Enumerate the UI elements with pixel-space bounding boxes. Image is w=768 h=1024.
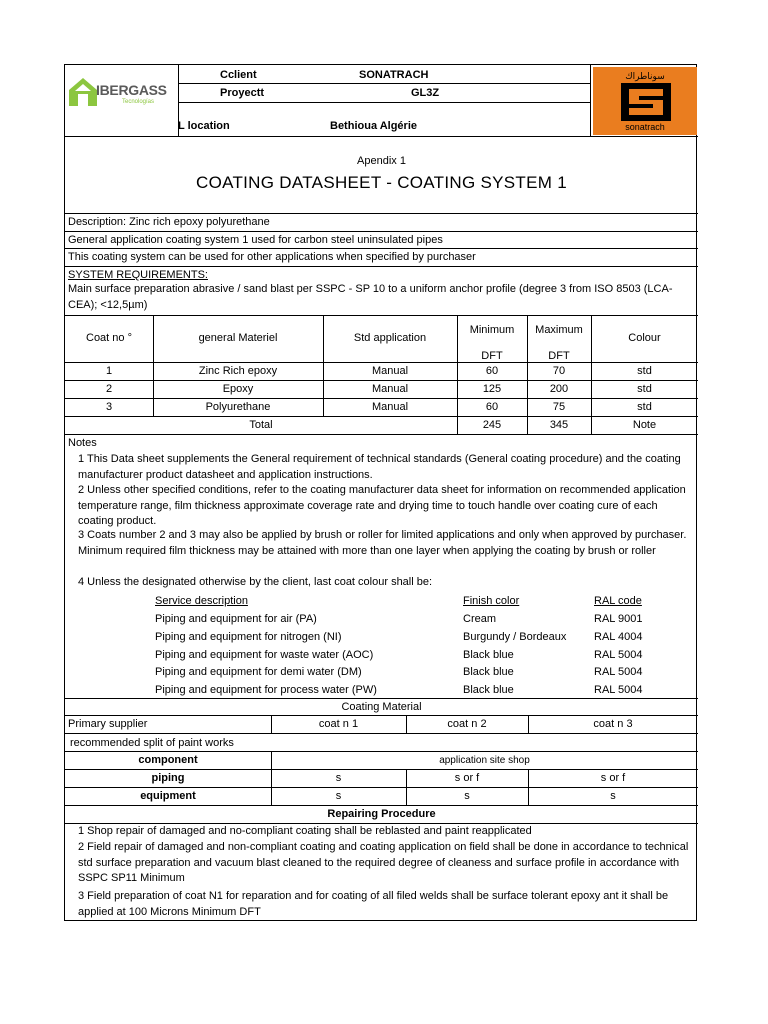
- colour-table-cell: RAL 5004: [594, 666, 643, 678]
- client-value: SONATRACH: [359, 69, 429, 81]
- divider: [65, 380, 698, 381]
- colour-table-cell: Black blue: [463, 666, 514, 678]
- sonatrach-emblem-icon: [621, 83, 671, 121]
- coat-table-cell: 2: [105, 383, 113, 395]
- coat-table-cell: Manual: [371, 401, 409, 413]
- colour-table-header-ral: RAL code: [594, 595, 642, 607]
- project-label: Proyectt: [220, 87, 265, 99]
- divider: [178, 83, 590, 84]
- note-item: 4 Unless the designated otherwise by the client, last coat colour shall be:: [78, 576, 433, 588]
- colour-table-cell: Piping and equipment for waste water (AOC): [155, 649, 374, 661]
- coat-table-cell: Manual: [371, 365, 409, 377]
- colour-table-header-service: Service description: [155, 595, 248, 607]
- coat-3-label: coat n 3: [593, 718, 633, 730]
- coat-table-cell: std: [637, 365, 652, 377]
- note-item: 3 Coats number 2 and 3 may also be applied by brush or roller for limited applications and only when approved by purchaser. Minimum required film thickness may be attained with more than one layer when applying the coating by brush or roller: [78, 529, 687, 557]
- note-item: 2 Unless other specified conditions, refer to the coating manufacturer data sheet for information on recommended application temperature range, film thickness approximate coverage rate and drying time to touch handle over coating cure of each coating product.: [78, 484, 686, 527]
- coat-table-cell: Zinc Rich epoxy: [198, 365, 278, 377]
- system-requirements-text: Main surface preparation abrasive / sand blast per SSPC - SP 10 to a uniform anchor profile (degree 3 from ISO 8503 (LCA-CEA); <12,5µm): [68, 283, 673, 311]
- split-cell: s or f: [454, 772, 480, 784]
- colour-table-header-finish: Finish color: [463, 595, 520, 607]
- repair-item: 1 Shop repair of damaged and no-compliant coating shall be reblasted and paint reapplicated: [78, 825, 532, 837]
- appendix-label: Apendix 1: [357, 155, 406, 167]
- coating-datasheet: [64, 64, 697, 921]
- colour-table-cell: Piping and equipment for process water (PW): [155, 684, 377, 696]
- colour-table-cell: Black blue: [463, 649, 514, 661]
- coat-table-cell: Polyurethane: [205, 401, 271, 413]
- divider: [65, 231, 698, 232]
- divider: [65, 266, 698, 267]
- coat-table-cell: std: [637, 383, 652, 395]
- colour-table-cell: RAL 5004: [594, 684, 643, 696]
- divider: [65, 715, 698, 716]
- sonatrach-logo: [593, 67, 697, 135]
- coat-table-total-note: Note: [632, 419, 657, 431]
- divider: [65, 733, 698, 734]
- repair-item: 2 Field repair of damaged and non-compliant coating and coating application on field shall be done in accordance to technical std surface preparation and vacuum blast cleaned to the required degree of cleaness and surface profile in accordance with SSPC SP11 Minimum: [78, 841, 689, 884]
- coat-table-header-min: Minimum: [469, 324, 515, 336]
- coat-table-header-min-unit: DFT: [481, 350, 503, 362]
- client-label: Cclient: [220, 69, 257, 81]
- divider: [65, 416, 698, 417]
- primary-supplier-label: Primary supplier: [68, 718, 148, 730]
- divider: [65, 248, 698, 249]
- divider: [65, 787, 698, 788]
- split-cell: s: [335, 790, 342, 802]
- description-line: General application coating system 1 used for carbon steel uninsulated pipes: [68, 234, 443, 246]
- colour-table-cell: RAL 4004: [594, 631, 643, 643]
- coat-1-label: coat n 1: [318, 718, 359, 730]
- paint-split-label: recommended split of paint works: [70, 737, 234, 749]
- colour-table-cell: Black blue: [463, 684, 514, 696]
- coat-table-cell: std: [637, 401, 652, 413]
- project-value: GL3Z: [411, 87, 440, 99]
- coat-table-cell: 60: [485, 365, 499, 377]
- page-title: COATING DATASHEET - COATING SYSTEM 1: [196, 173, 567, 192]
- coat-table-cell: 200: [549, 383, 569, 395]
- coat-table-cell: 1: [105, 365, 113, 377]
- colour-table-cell: Burgundy / Bordeaux: [463, 631, 567, 643]
- piping-label: piping: [151, 772, 185, 784]
- coat-table-cell: 60: [485, 401, 499, 413]
- description-line: Description: Zinc rich epoxy polyurethane: [68, 216, 270, 228]
- coat-table-total-label: Total: [249, 419, 273, 431]
- coat-table-cell: 3: [105, 401, 113, 413]
- divider: [65, 315, 698, 316]
- colour-table-cell: Piping and equipment for nitrogen (NI): [155, 631, 342, 643]
- split-cell: s: [335, 772, 342, 784]
- site-shop-label: application site shop: [439, 755, 530, 766]
- coat-table-total-max: 345: [549, 419, 569, 431]
- divider: [65, 362, 698, 363]
- component-label: component: [138, 754, 198, 766]
- divider: [65, 398, 698, 399]
- repairing-heading: Repairing Procedure: [327, 808, 436, 820]
- location-label: L location: [178, 120, 230, 132]
- divider: [65, 213, 698, 214]
- coat-table-header-std: Std application: [353, 332, 427, 344]
- ibergass-logo: [66, 73, 176, 111]
- coat-table-header-max: Maximum: [535, 324, 583, 336]
- notes-heading: Notes: [68, 437, 97, 449]
- coat-table-header-material: general Materiel: [198, 332, 278, 344]
- split-cell: s or f: [600, 772, 626, 784]
- divider: [65, 434, 698, 435]
- coat-table-cell: 125: [482, 383, 502, 395]
- ibergass-logo-icon: [68, 77, 98, 107]
- system-requirements-heading: SYSTEM REQUIREMENTS:: [68, 269, 208, 281]
- sonatrach-logo-arabic: سوناطراك: [625, 71, 665, 81]
- colour-table-cell: RAL 5004: [594, 649, 643, 661]
- coat-table-header-coat-no: Coat no °: [86, 332, 132, 344]
- coat-table-cell: 70: [552, 365, 566, 377]
- coating-material-heading: Coating Material: [341, 701, 422, 713]
- note-item: 1 This Data sheet supplements the General requirement of technical standards (General coating procedure) and the coating manufacturer product datasheet and application instructions.: [78, 453, 681, 481]
- divider: [65, 805, 698, 806]
- coat-table-cell: 75: [552, 401, 566, 413]
- divider: [65, 136, 698, 137]
- divider: [590, 65, 591, 136]
- ibergass-logo-text: IBERGASS: [96, 82, 167, 98]
- colour-table-cell: Piping and equipment for air (PA): [155, 613, 317, 625]
- coat-table-cell: Epoxy: [222, 383, 254, 395]
- split-cell: s: [610, 790, 616, 802]
- description-line: This coating system can be used for other applications when specified by purchaser: [68, 251, 476, 263]
- colour-table-cell: Piping and equipment for demi water (DM): [155, 666, 362, 678]
- divider: [65, 698, 698, 699]
- coat-table-total-min: 245: [482, 419, 502, 431]
- ibergass-logo-subtext: Tecnologías: [122, 99, 155, 105]
- coat-table-cell: Manual: [371, 383, 409, 395]
- equipment-label: equipment: [140, 790, 196, 802]
- colour-table-cell: Cream: [463, 613, 497, 625]
- location-value: Bethioua Algérie: [330, 120, 417, 132]
- coat-2-label: coat n 2: [447, 718, 487, 730]
- coat-table-header-colour: Colour: [628, 332, 661, 344]
- divider: [65, 751, 698, 752]
- divider: [65, 769, 698, 770]
- coat-table-header-max-unit: DFT: [548, 350, 570, 362]
- split-cell: s: [464, 790, 470, 802]
- repair-item: 3 Field preparation of coat N1 for reparation and for coating of all filed welds shall be surface tolerant epoxy ant it shall be applied at 100 Microns Minimum DFT: [78, 890, 669, 918]
- colour-table-cell: RAL 9001: [594, 613, 643, 625]
- sonatrach-logo-text: sonatrach: [625, 122, 665, 132]
- divider: [178, 102, 590, 103]
